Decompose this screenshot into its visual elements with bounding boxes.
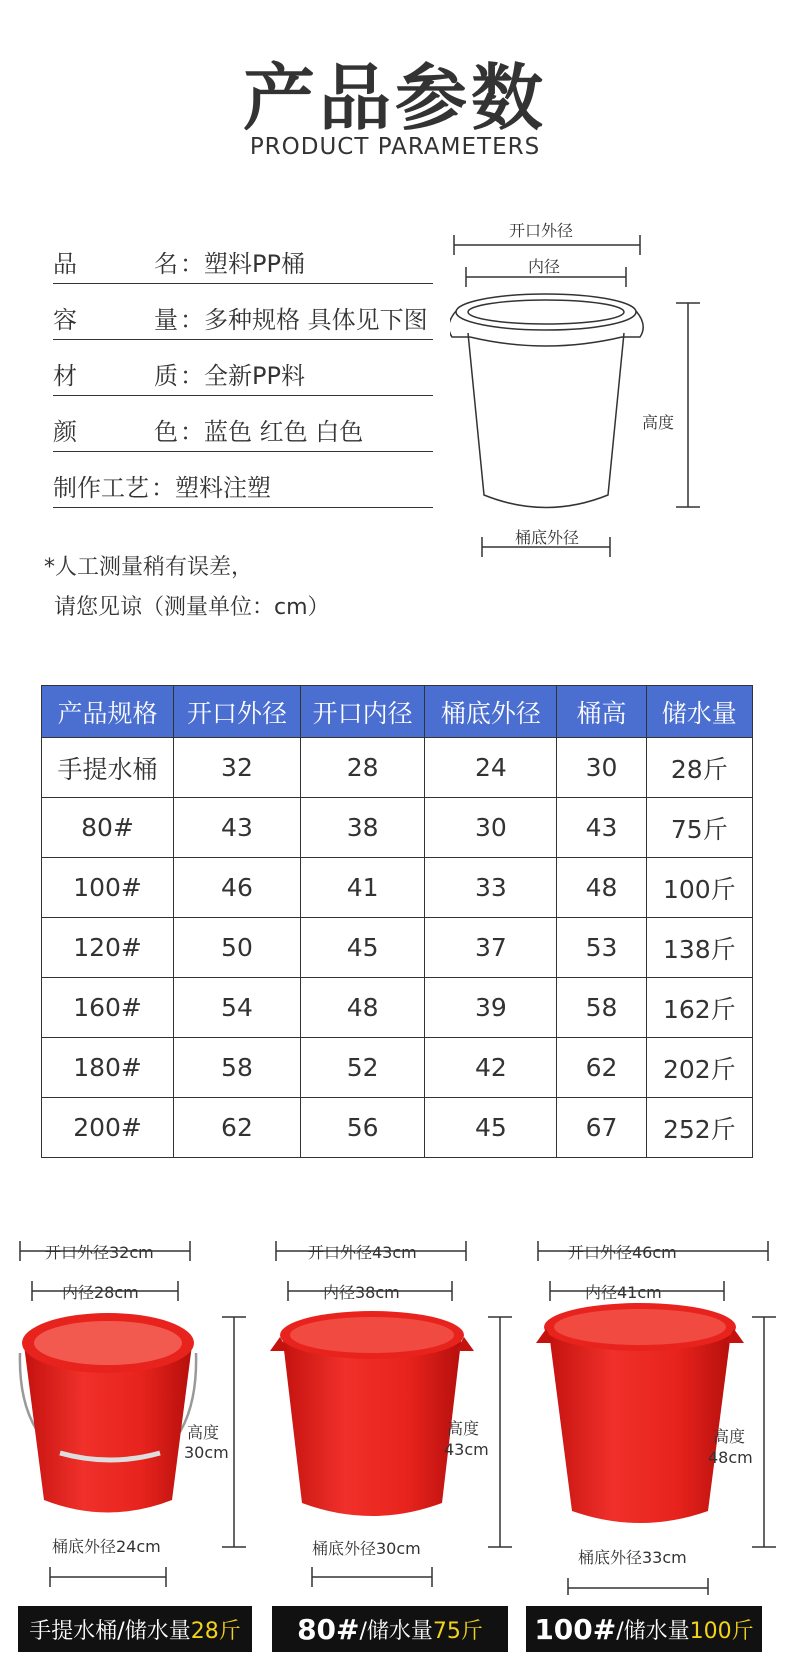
banner-product-name: 80# bbox=[297, 1612, 360, 1646]
table-cell: 43 bbox=[174, 798, 301, 858]
banner-product-name: 手提水桶 bbox=[29, 1618, 118, 1644]
product3-height-label: 高度 bbox=[713, 1427, 746, 1446]
diagram-bottom-diameter-label: 桶底外径 bbox=[515, 528, 580, 547]
table-header-cell: 开口内径 bbox=[300, 686, 425, 738]
diagram-height-label: 高度 bbox=[642, 413, 675, 432]
spec-key: 品 bbox=[53, 250, 77, 278]
product1-banner bbox=[18, 1606, 252, 1652]
spec-row-capacity bbox=[53, 296, 433, 340]
table-cell: 62 bbox=[557, 1038, 646, 1098]
spec-key: 材 bbox=[53, 362, 77, 390]
table-cell: 58 bbox=[174, 1038, 301, 1098]
table-cell: 30 bbox=[425, 798, 557, 858]
product2-inner-label: 内径38cm bbox=[323, 1283, 400, 1302]
page-title: 产品参数 bbox=[242, 56, 547, 140]
spec-row-color bbox=[53, 408, 433, 452]
table-cell: 53 bbox=[557, 918, 646, 978]
spec-key: 制作工艺 bbox=[53, 474, 149, 502]
table-cell: 67 bbox=[557, 1098, 646, 1158]
page-subtitle: PRODUCT PARAMETERS bbox=[249, 134, 541, 160]
table-cell: 180# bbox=[42, 1038, 174, 1098]
table-cell: 42 bbox=[425, 1038, 557, 1098]
product2-height-value: 43cm bbox=[444, 1440, 489, 1459]
product2-outer-label: 开口外径43cm bbox=[308, 1243, 417, 1262]
bucket-80 bbox=[270, 1311, 474, 1516]
table-cell: 58 bbox=[557, 978, 646, 1038]
diagram-inner-diameter-label: 内径 bbox=[528, 257, 561, 276]
banner-capacity-label: /储水量 bbox=[616, 1618, 690, 1644]
measurement-note-line1: *人工测量稍有误差， bbox=[44, 555, 254, 580]
product3-height-value: 48cm bbox=[708, 1448, 753, 1467]
table-row bbox=[42, 798, 753, 858]
table-cell: 202斤 bbox=[646, 1038, 752, 1098]
product2-bottom-label: 桶底外径30cm bbox=[312, 1539, 421, 1558]
spec-value: ：蓝色 红色 白色 bbox=[180, 418, 364, 446]
table-cell: 45 bbox=[300, 918, 425, 978]
size-spec-table bbox=[41, 685, 753, 1158]
table-row bbox=[42, 858, 753, 918]
table-cell: 45 bbox=[425, 1098, 557, 1158]
table-cell: 33 bbox=[425, 858, 557, 918]
spec-value: ：全新PP料 bbox=[180, 362, 305, 390]
table-cell: 138斤 bbox=[646, 918, 752, 978]
bucket-outline-diagram bbox=[450, 225, 750, 570]
table-header-cell: 储水量 bbox=[646, 686, 752, 738]
table-row bbox=[42, 1038, 753, 1098]
product1-height-label: 高度 bbox=[187, 1423, 220, 1442]
table-cell: 39 bbox=[425, 978, 557, 1038]
spec-key: 色 bbox=[154, 418, 178, 446]
table-row bbox=[42, 1098, 753, 1158]
table-cell: 28斤 bbox=[646, 738, 752, 798]
spec-value: ：塑料注塑 bbox=[151, 474, 271, 502]
table-header-row bbox=[42, 686, 753, 738]
table-cell: 50 bbox=[174, 918, 301, 978]
spec-value: ：塑料PP桶 bbox=[180, 250, 305, 278]
spec-row-name bbox=[53, 240, 433, 284]
table-cell: 56 bbox=[300, 1098, 425, 1158]
table-cell: 80# bbox=[42, 798, 174, 858]
banner-capacity-label: /储水量 bbox=[359, 1618, 433, 1644]
table-cell: 48 bbox=[300, 978, 425, 1038]
table-cell: 100斤 bbox=[646, 858, 752, 918]
banner-product-name: 100# bbox=[534, 1612, 617, 1646]
table-cell: 24 bbox=[425, 738, 557, 798]
table-cell: 160# bbox=[42, 978, 174, 1038]
table-cell: 48 bbox=[557, 858, 646, 918]
table-cell: 41 bbox=[300, 858, 425, 918]
product1-inner-label: 内径28cm bbox=[62, 1283, 139, 1302]
spec-key: 名 bbox=[154, 250, 178, 278]
table-cell: 75斤 bbox=[646, 798, 752, 858]
banner-capacity-value: 75斤 bbox=[432, 1618, 483, 1644]
table-header-cell: 产品规格 bbox=[42, 686, 174, 738]
product1-bottom-label: 桶底外径24cm bbox=[52, 1537, 161, 1556]
table-cell: 43 bbox=[557, 798, 646, 858]
product3-banner bbox=[526, 1606, 762, 1652]
spec-row-process bbox=[53, 464, 433, 508]
table-row bbox=[42, 978, 753, 1038]
table-cell: 54 bbox=[174, 978, 301, 1038]
table-cell: 32 bbox=[174, 738, 301, 798]
table-cell: 252斤 bbox=[646, 1098, 752, 1158]
spec-key: 容 bbox=[53, 306, 77, 334]
handle-bucket bbox=[20, 1313, 196, 1513]
table-row bbox=[42, 918, 753, 978]
product1-outer-label: 开口外径32cm bbox=[45, 1243, 154, 1262]
table-cell: 120# bbox=[42, 918, 174, 978]
table-header-cell: 桶高 bbox=[557, 686, 646, 738]
spec-key: 质 bbox=[154, 362, 178, 390]
table-cell: 28 bbox=[300, 738, 425, 798]
product3-inner-label: 内径41cm bbox=[585, 1283, 662, 1302]
table-row bbox=[42, 738, 753, 798]
table-cell: 手提水桶 bbox=[42, 738, 174, 798]
bucket-100 bbox=[536, 1303, 744, 1523]
product3-bottom-label: 桶底外径33cm bbox=[578, 1548, 687, 1567]
table-cell: 62 bbox=[174, 1098, 301, 1158]
product2-height-label: 高度 bbox=[447, 1419, 480, 1438]
table-cell: 200# bbox=[42, 1098, 174, 1158]
spec-row-material bbox=[53, 352, 433, 396]
table-cell: 100# bbox=[42, 858, 174, 918]
table-header-cell: 开口外径 bbox=[174, 686, 301, 738]
table-cell: 52 bbox=[300, 1038, 425, 1098]
table-cell: 30 bbox=[557, 738, 646, 798]
diagram-outer-diameter-label: 开口外径 bbox=[509, 221, 574, 240]
spec-key: 颜 bbox=[53, 418, 77, 446]
banner-capacity-label: /储水量 bbox=[117, 1618, 191, 1644]
banner-capacity-value: 100斤 bbox=[689, 1618, 754, 1644]
table-cell: 38 bbox=[300, 798, 425, 858]
table-cell: 162斤 bbox=[646, 978, 752, 1038]
spec-value: ：多种规格 具体见下图 bbox=[180, 306, 428, 334]
measurement-note-line2: 请您见谅（测量单位：cm） bbox=[54, 595, 330, 620]
product3-outer-label: 开口外径46cm bbox=[568, 1243, 677, 1262]
table-cell: 37 bbox=[425, 918, 557, 978]
product1-height-value: 30cm bbox=[184, 1443, 229, 1462]
spec-key: 量 bbox=[154, 306, 178, 334]
table-cell: 46 bbox=[174, 858, 301, 918]
product2-banner bbox=[272, 1606, 508, 1652]
table-header-cell: 桶底外径 bbox=[425, 686, 557, 738]
banner-capacity-value: 28斤 bbox=[190, 1618, 241, 1644]
